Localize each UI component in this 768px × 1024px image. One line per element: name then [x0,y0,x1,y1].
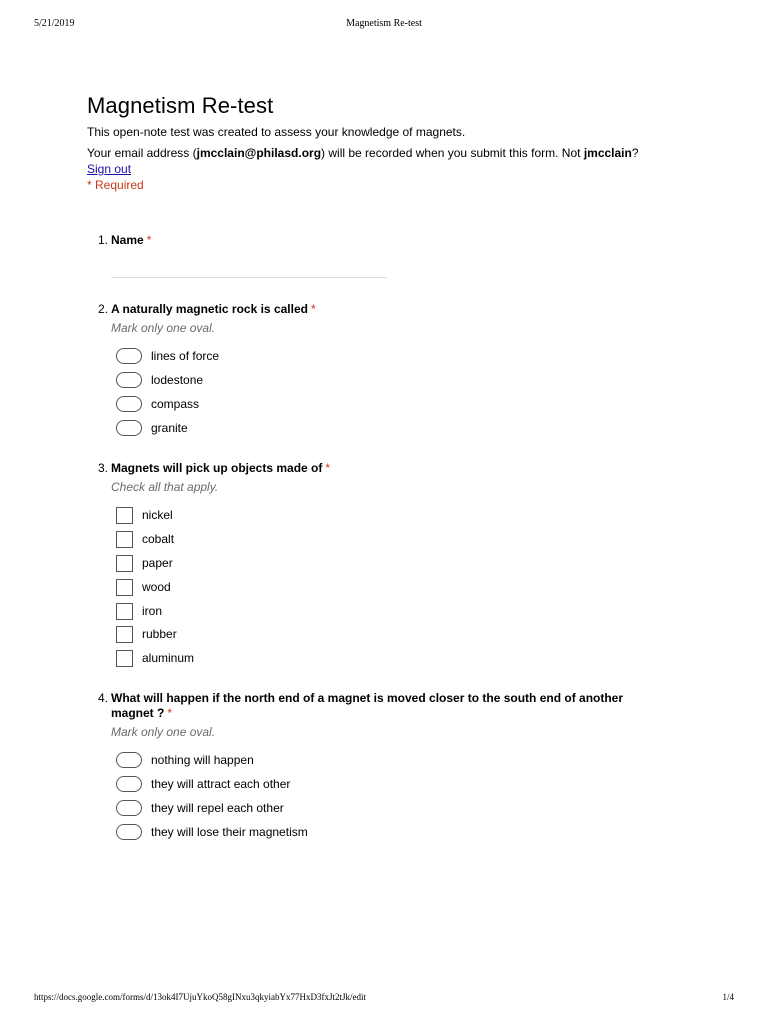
user-name: jmcclain [583,146,632,160]
checkbox-option[interactable] [116,649,194,667]
option-label: they will attract each other [151,777,291,791]
print-url: https://docs.google.com/forms/d/13ok4I7UjuYkoQ58gINxu3qkyiabYx77HxD3fxJt2tJk/edit [34,992,366,1002]
question-number: 1. [98,233,109,247]
print-date: 5/21/2019 [34,18,75,29]
question-magnet-materials [98,461,658,494]
radio-option[interactable] [116,823,308,841]
email-notice [87,146,687,160]
radio-option[interactable] [116,395,199,413]
radio-oval[interactable] [116,824,142,840]
required-star: * [167,706,173,720]
option-label: nothing will happen [151,753,254,767]
form-description: This open-note test was created to assess your knowledge of magnets. [87,125,466,139]
option-label: they will repel each other [151,801,284,815]
print-doc-title: Magnetism Re-test [346,18,422,29]
checkbox-option[interactable] [116,530,174,548]
question-hint: Check all that apply. [111,480,219,494]
email-suffix: ) will be recorded when you submit this form. Not [321,146,584,160]
checkbox-option[interactable] [116,578,171,596]
question-hint: Mark only one oval. [111,725,216,739]
radio-option[interactable] [116,347,219,365]
checkbox[interactable] [116,531,133,548]
required-star: * [146,233,152,247]
radio-option[interactable] [116,799,284,817]
checkbox[interactable] [116,555,133,572]
question-mark: ? [631,146,639,160]
radio-oval[interactable] [116,348,142,364]
question-magnetic-rock [98,302,658,335]
checkbox-option[interactable] [116,506,173,524]
radio-option[interactable] [116,419,188,437]
name-input[interactable] [111,277,387,278]
print-footer [34,992,734,1006]
option-label: granite [151,421,188,435]
question-number: 3. [98,461,109,475]
checkbox-option[interactable] [116,602,162,620]
option-label: lodestone [151,373,204,387]
option-label: they will lose their magnetism [151,825,308,839]
option-label: nickel [142,508,173,522]
question-text: A naturally magnetic rock is called [111,302,308,316]
question-hint: Mark only one oval. [111,321,216,335]
question-text: Name [111,233,144,247]
page-number: 1/4 [722,992,734,1002]
checkbox[interactable] [116,650,133,667]
checkbox-option[interactable] [116,625,177,643]
checkbox[interactable] [116,603,133,620]
required-star: * [325,461,331,475]
radio-option[interactable] [116,751,254,769]
question-number: 4. [98,691,109,705]
radio-oval[interactable] [116,776,142,792]
form-header [87,92,687,193]
option-label: cobalt [142,532,175,546]
checkbox-option[interactable] [116,554,173,572]
question-name [98,233,658,248]
checkbox[interactable] [116,579,133,596]
checkbox[interactable] [116,507,133,524]
option-label: paper [142,556,173,570]
radio-oval[interactable] [116,752,142,768]
email-address: jmcclain@philasd.org [196,146,322,160]
option-label: rubber [142,627,177,641]
checkbox[interactable] [116,626,133,643]
radio-oval[interactable] [116,396,142,412]
question-text: Magnets will pick up objects made of [111,461,323,475]
radio-option[interactable] [116,775,290,793]
option-label: lines of force [151,349,220,363]
radio-oval[interactable] [116,420,142,436]
radio-option[interactable] [116,371,203,389]
email-prefix: Your email address ( [87,146,197,160]
radio-oval[interactable] [116,800,142,816]
question-text: What will happen if the north end of a magnet is moved closer to the south end of another magnet ? [111,691,624,720]
question-magnet-poles [98,691,648,739]
option-label: iron [142,604,163,618]
option-label: compass [151,397,200,411]
form-title: Magnetism Re-test [87,93,274,118]
print-header [34,18,734,32]
required-note: * Required [87,178,144,192]
option-label: aluminum [142,651,195,665]
sign-out-link[interactable]: Sign out [87,162,132,176]
radio-oval[interactable] [116,372,142,388]
option-label: wood [142,580,171,594]
question-number: 2. [98,302,109,316]
required-star: * [310,302,316,316]
